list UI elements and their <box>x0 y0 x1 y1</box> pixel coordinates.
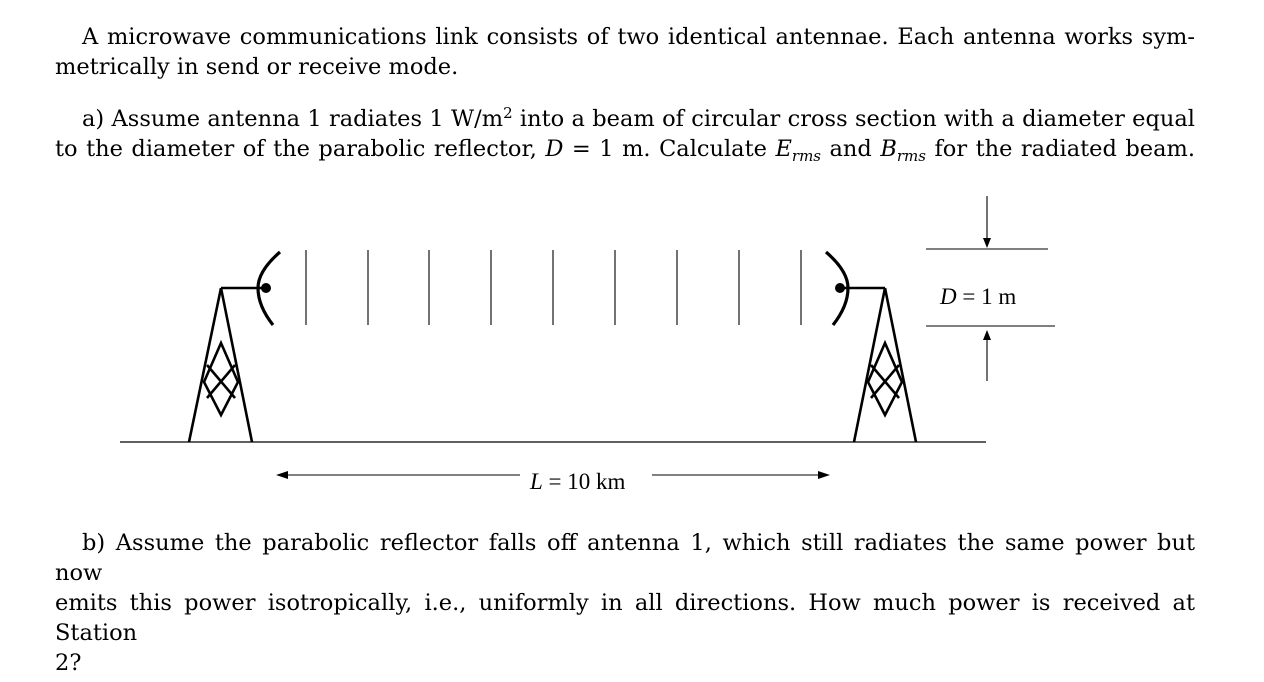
part-b-line-3: 2? <box>55 650 82 676</box>
left-dish <box>258 252 280 325</box>
math-B-subscript: rms <box>896 147 926 165</box>
intro-line-2: metrically in send or receive mode. <box>55 54 459 80</box>
math-E: E <box>775 136 792 162</box>
diameter-label: D = 1 m <box>940 284 1017 309</box>
distance-label: L = 10 km <box>530 469 626 494</box>
part-b-line-2: emits this power isotropically, i.e., uniformly in all directions. How much power is received at Station <box>55 590 1195 646</box>
exponent: 2 <box>503 104 513 122</box>
part-a-line-1: a) Assume antenna 1 radiates 1 $W/m^2$ into a beam of circular cross section with a diameter equal <box>82 104 1195 132</box>
intro-line-1: A microwave communications link consists of two identical antennae. Each antenna works sym- <box>82 24 1195 50</box>
part-b-paragraph <box>55 528 1195 678</box>
math-D: D <box>545 136 564 162</box>
left-tower <box>189 288 266 442</box>
beam-wavefronts <box>306 250 801 325</box>
math-E-subscript: rms <box>791 147 821 165</box>
right-dish <box>826 252 848 325</box>
part-a-line-2: to the diameter of the parabolic reflector, D = 1 m. Calculate $E_{rms}$ and $B_{rms}$ for the radiated beam. <box>55 136 1195 165</box>
math-B: B <box>880 136 897 162</box>
part-b-line-1: b) Assume the parabolic reflector falls off antenna 1, which still radiates the same power but now <box>55 530 1195 586</box>
right-tower <box>840 288 916 442</box>
